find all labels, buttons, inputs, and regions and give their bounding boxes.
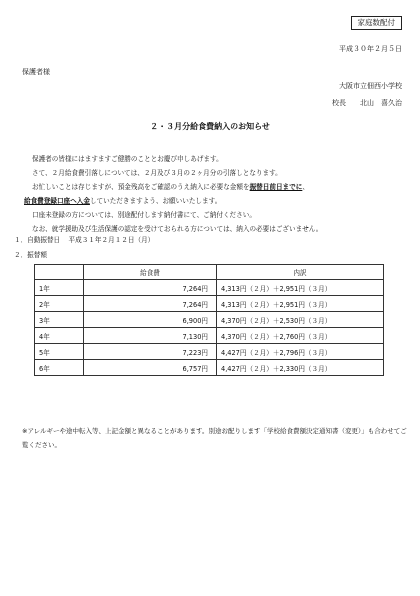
grade-cell: 4年	[35, 328, 84, 344]
table-row	[35, 312, 384, 328]
table-row	[35, 280, 384, 296]
transfer-amount-label: ２．振替額	[14, 251, 47, 259]
detail-cell: 4,427円（２月）＋2,796円（３月）	[217, 344, 384, 360]
fee-cell: 7,130円	[84, 328, 217, 344]
transfer-date-value: 平成３１年２月１２日（月）	[68, 236, 155, 244]
request-paragraph	[32, 182, 309, 192]
grade-cell: 2年	[35, 296, 84, 312]
page-title: ２・３月分給食費納入のお知らせ	[150, 122, 270, 131]
issue-date: 平成３０年２月５日	[339, 45, 402, 53]
detail-cell: 4,313円（２月）＋2,951円（３月）	[217, 296, 384, 312]
grade-cell: 1年	[35, 280, 84, 296]
account-text: していただきますよう、お願いいたします。	[89, 197, 222, 205]
fee-cell: 7,264円	[84, 280, 217, 296]
unregistered-paragraph: 口座未登録の方については、別途配付します納付書にて、ご納付ください。	[32, 211, 256, 219]
exemption-paragraph: なお、就学援助及び生活保護の認定を受けておられる方については、納入の必要はございません。	[32, 225, 323, 233]
request-comma: 、	[302, 183, 309, 191]
grade-cell: 6年	[35, 360, 84, 376]
allergy-note: ※アレルギーや途中転入等、上記金額と異なることがあります。別途お配りします「学校給食費額決定通知書（変更）」も合わせてご覧ください。	[22, 427, 407, 449]
table-row	[35, 360, 384, 376]
detail-cell: 4,370円（２月）＋2,530円（３月）	[217, 312, 384, 328]
detail-cell: 4,370円（２月）＋2,760円（３月）	[217, 328, 384, 344]
fee-table	[34, 264, 384, 376]
transfer-date-label: １．自動振替日	[14, 236, 61, 244]
recipient: 保護者様	[22, 68, 50, 76]
header-fee: 給食費	[84, 265, 217, 280]
header-detail: 内訳	[217, 265, 384, 280]
request-text: お忙しいことは存じますが、預金残高をご確認のうえ納入に必要な金額を	[32, 183, 250, 191]
fee-cell: 7,223円	[84, 344, 217, 360]
deduction-paragraph: さて、２月給食費引落しについては、２月及び３月の２ヶ月分の引落しとなります。	[32, 169, 282, 177]
detail-cell: 4,427円（２月）＋2,330円（３月）	[217, 360, 384, 376]
grade-cell: 3年	[35, 312, 84, 328]
account-paragraph	[24, 196, 221, 206]
grade-cell: 5年	[35, 344, 84, 360]
fee-cell: 6,900円	[84, 312, 217, 328]
greeting-paragraph: 保護者の皆様にはますますご健勝のこととお慶び申しあげます。	[32, 155, 223, 163]
transfer-date-row	[14, 235, 154, 245]
deadline-emphasis: 振替日前日までに	[249, 183, 303, 191]
fee-cell: 6,757円	[84, 360, 217, 376]
table-row	[35, 296, 384, 312]
fee-cell: 7,264円	[84, 296, 217, 312]
table-row	[35, 344, 384, 360]
distribution-badge: 家庭数配付	[351, 16, 403, 30]
fee-table-header	[35, 265, 384, 280]
account-emphasis: 給食費登録口座へ入金	[24, 197, 90, 205]
detail-cell: 4,313円（２月）＋2,951円（３月）	[217, 280, 384, 296]
principal-name: 校長 北山 喜久治	[332, 99, 402, 107]
table-row	[35, 328, 384, 344]
header-grade	[35, 265, 84, 280]
school-name: 大阪市立佃西小学校	[339, 82, 402, 90]
